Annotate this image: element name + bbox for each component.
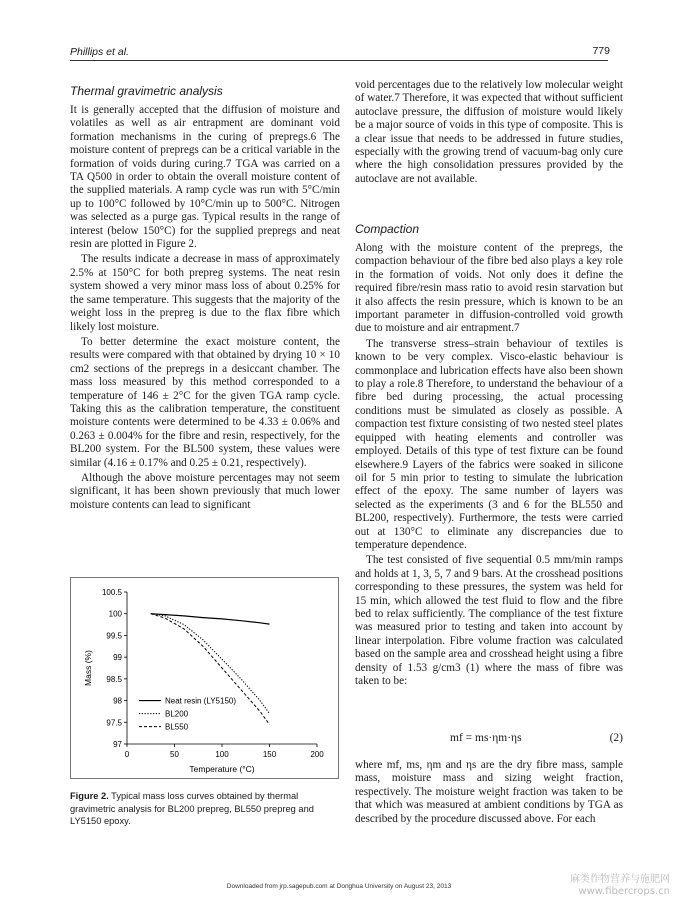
section-title-compaction: Compaction [355,222,420,236]
y-tick-label: 98 [113,696,122,706]
x-tick-label: 200 [310,750,324,759]
download-footer: Downloaded from jrp.sagepub.com at Donghua University on August 23, 2013 [226,883,452,890]
tga-chart [71,578,338,778]
paragraph: The test consisted of five sequential 0.5 mm/min ramps and holds at 1, 3, 5, 7 and 9 bars. At the crosshead positions corresponding to these pressures, the system was held for 15 min, which allowed the test fluid to flow and the fibre bed to relax sufficiently. The compliance of the test fixture was measured prior to testing and taken into account by linear interpolation. Fibre volume fraction was calculated based on the sample area and crosshead height using a fibre density of 1.53 g/cm3 (1) where the mass of fibre was taken to be: [355,554,623,687]
paragraph: where mf, ms, ηm and ηs are the dry fibre mass, sample mass, moisture mass and sizing weight fraction, respectively. The moisture weight fraction was taken to be that which was measured at ambient conditions by TGA as described by the procedure discussed above. For each [355,759,623,825]
caption-text: Typical mass loss curves obtained by thermal gravimetric analysis for BL200 prepreg, BL550 prepreg and LY5150 epoxy. [70,791,314,826]
watermark [570,874,670,898]
series-line-neat [151,614,270,624]
x-tick-label: 0 [124,750,130,759]
page-number: 779 [592,45,610,57]
y-tick-label: 97 [113,740,122,749]
x-tick-label: 100 [215,750,229,759]
paragraph: The transverse stress–strain behaviour of textiles is known to be very complex. Visco-elastic behaviour is commonplace and lubrication effects have also been shown to play a role.8 Therefore, to understand the behaviour of a fibre bed during processing, the actual processing conditions must be simulated as closely as possible. A compaction test fixture consisting of two nested steel plates equipped with heating elements and controller was employed. Details of this type of test fixture can be found elsewhere.9 Layers of the fabrics were soaked in silicone oil for 5 min prior to testing to simulate the lubrication effect of the epoxy. The same number of layers was selected as the experiments (3 and 6 for the BL550 and BL200, respectively). Furthermore, the tests were carried out at 130°C to eliminate any discrepancies due to temperature dependence. [355,337,623,551]
x-axis-label: Temperature (°C) [189,764,255,774]
right-column-top [355,79,623,188]
running-title: Phillips et al. [70,46,129,58]
series-line-bl550 [151,614,270,725]
caption-label: Figure 2. [70,791,109,801]
watermark-line: 麻类作物营养与施肥网 [570,874,670,885]
figure-2-frame [70,577,339,779]
equation-number: (2) [609,732,623,744]
left-column-text [70,104,340,514]
paragraph: Although the above moisture percentages may not seem significant, it has been shown previously that much lower moisture contents can lead to significant [70,471,340,511]
y-tick-label: 99 [113,653,122,663]
paragraph: It is generally accepted that the diffusion of moisture and volatiles as well as air entrapment are dominant void formation mechanisms in the curing of prepregs.6 The moisture content of prepregs can be a critical variable in the formation of voids during curing.7 TGA was carried on a TA Q500 in order to obtain the overall moisture content of the supplied materials. A ramp cycle was run with 5°C/min up to 100°C followed by 10°C/min up to 500°C. Nitrogen was selected as a purge gas. Typical results in the range of interest (below 150°C) for the supplied prepregs and neat resin are plotted in Figure 2. [70,104,340,251]
y-tick-label: 97.5 [106,718,122,728]
equation-body: mf = ms·ηm·ηs [450,732,522,744]
y-axis-label: Mass (%) [83,650,93,686]
section-title-tga: Thermal gravimetric analysis [70,84,223,98]
right-column-text [355,242,623,690]
paragraph: Along with the moisture content of the prepregs, the compaction behaviour of the fibre bed also plays a key role in the formation of voids. Not only does it define the required fibre/resin mass ratio to avoid resin starvation but it also affects the resin pressure, which is known to be an important parameter in diffusion-controlled void growth due to moisture and air entrapment.7 [355,242,623,335]
paragraph: The results indicate a decrease in mass of approximately 2.5% at 150°C for both prepreg systems. The neat resin system showed a very minor mass loss of about 0.25% for the same temperature. This suggests that the majority of the weight loss in the prepreg is due to the flax fibre which likely lost moisture. [70,253,340,333]
y-tick-label: 100 [108,609,122,619]
watermark-line: www.fibercrops.cn [578,886,670,897]
legend-label: Neat resin (LY5150) [165,696,236,706]
y-tick-label: 100.5 [101,588,122,597]
header-rule [70,60,608,61]
y-tick-label: 98.5 [106,674,122,684]
paragraph: void percentages due to the relatively low molecular weight of water.7 Therefore, it was expected that without sufficient autoclave pressure, the diffusion of moisture would likely be a major source of voids in this type of composite. This is a clear issue that needs to be addressed in future studies, especially with the growing trend of vacuum-bag only cure where the high consolidation pressures provided by the autoclave are not available. [355,79,623,185]
legend-label: BL550 [165,722,189,732]
x-tick-label: 150 [262,750,277,759]
figure-caption [70,790,342,828]
paragraph: To better determine the exact moisture content, the results were compared with that obtained by drying 10 × 10 cm2 sections of the prepregs in a desiccant chamber. The mass loss measured by this method corresponded to a temperature of 146 ± 2°C for the given TGA ramp cycle. Taking this as the calibration temperature, the constituent moisture contents were determined to be 4.33 ± 0.06% and 0.263 ± 0.004% for the fibre and resin, respectively, for the BL200 system. For the BL500 system, these values were similar (4.16 ± 0.17% and 0.25 ± 0.21, respectively). [70,335,340,469]
right-column-after-eq [355,759,623,828]
x-tick-label: 50 [170,750,179,759]
legend-label: BL200 [165,709,189,719]
y-tick-label: 99.5 [106,631,122,641]
